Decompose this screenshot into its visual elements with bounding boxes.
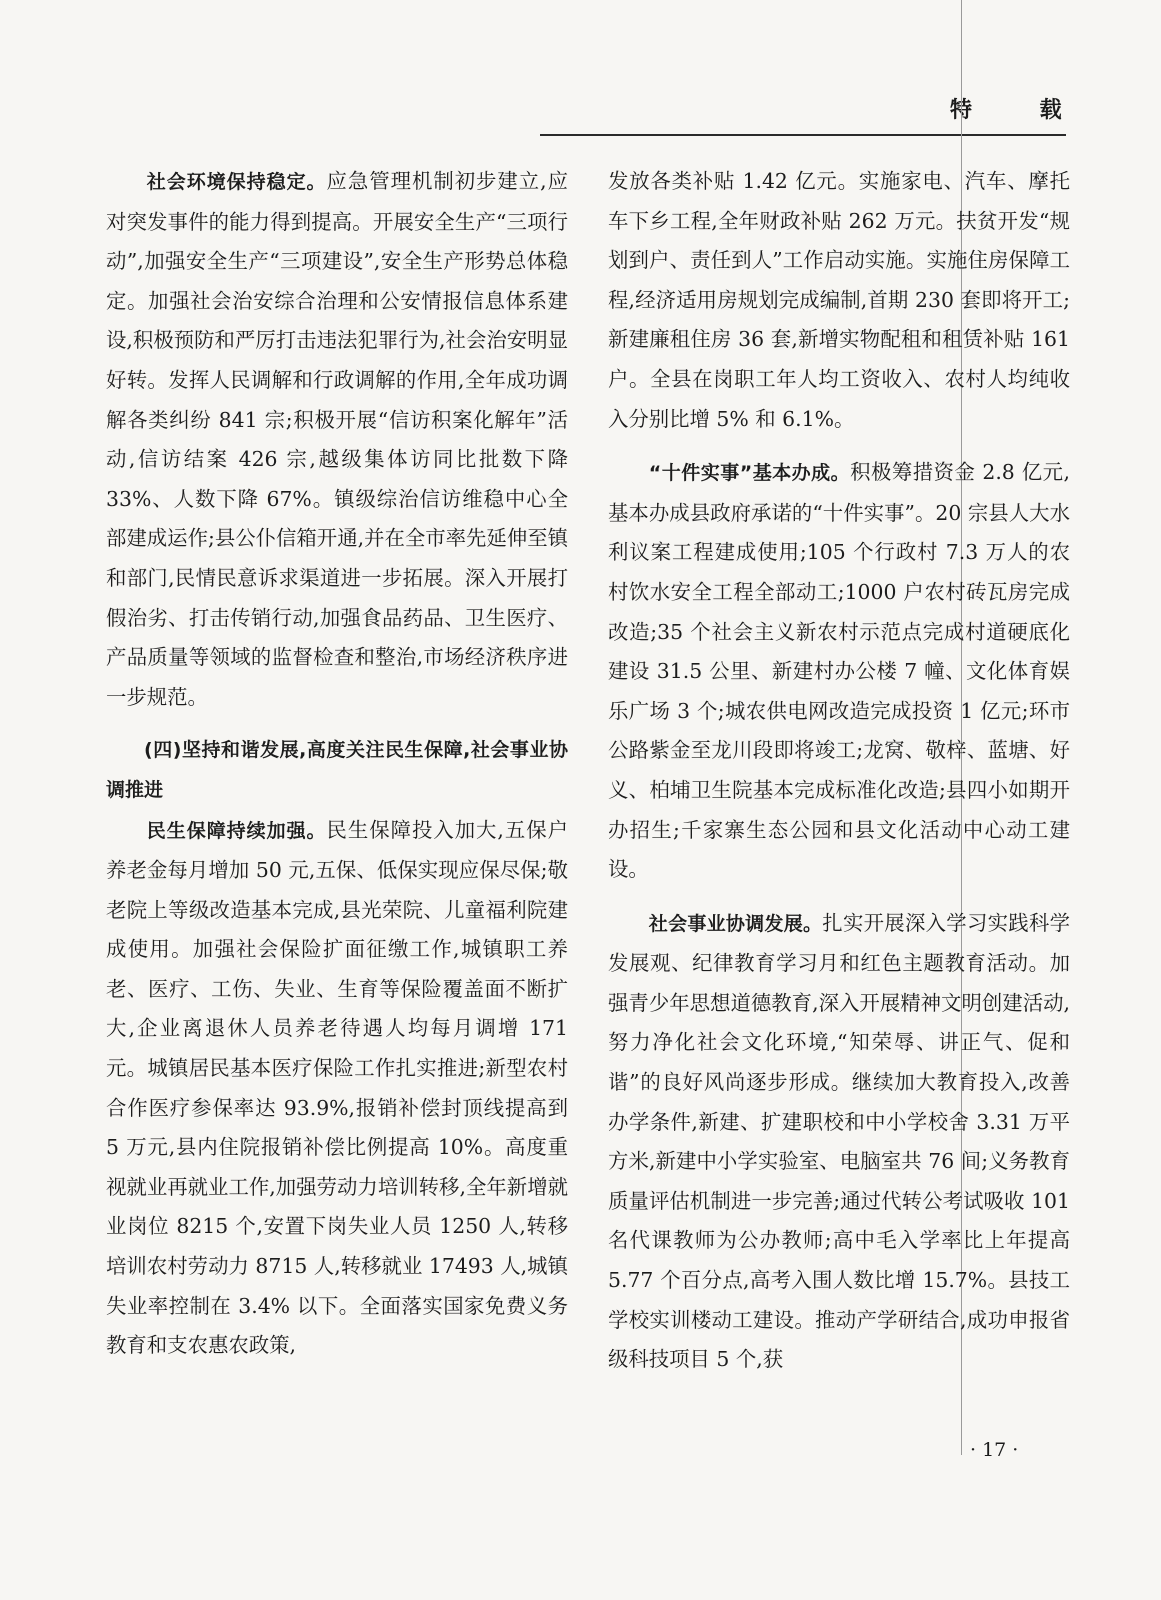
paragraph-ten-projects: [608, 453, 1070, 890]
paragraph-social-stability: [106, 162, 568, 717]
paragraph-text: 积极筹措资金 2.8 亿元,基本办成县政府承诺的“十件实事”。20 宗县人大水利议案工程建成使用;105 个行政村 7.3 万人的农村饮水安全工程全部动工;1000 户农村砖瓦房完成改造;35 个社会主义新农村示范点完成村道硬底化建设 31.5 公里、新建村办公楼 7 幢、文化体育娱乐广场 3 个;城农供电网改造完成投资 1 亿元;环市公路紫金至龙川段即将竣工;龙窝、敬梓、蓝塘、好义、柏埔卫生院基本完成标准化改造;县四小如期开办招生;千家寨生态公园和县文化活动中心动工建设。: [608, 460, 1070, 882]
page-number: · 17 ·: [970, 1439, 1019, 1461]
paragraph-lead: 社会事业协调发展。: [648, 912, 823, 935]
paragraph-lead: 社会环境保持稳定。: [146, 171, 327, 193]
section-title: 特 载: [950, 98, 1092, 123]
paragraph-livelihood: [106, 811, 568, 1366]
right-column: [608, 162, 1070, 1380]
paragraph-text: 民生保障投入加大,五保户养老金每月增加 50 元,五保、低保实现应保尽保;敬老院上等级改造基本完成,县光荣院、儿童福利院建成使用。加强社会保险扩面征缴工作,城镇职工养老、医疗、工伤、失业、生育等保险覆盖面不断扩大,企业离退休人员养老待遇人均每月调增 171 元。城镇居民基本医疗保险工作扎实推进;新型农村合作医疗参保率达 93.9%,报销补偿封顶线提高到 5 万元,县内住院报销补偿比例提高 10%。高度重视就业再就业工作,加强劳动力培训转移,全年新增就业岗位 8215 个,安置下岗失业人员 1250 人,转移培训农村劳动力 8715 人,转移就业 17493 人,城镇失业率控制在 3.4% 以下。全面落实国家免费义务教育和支农惠农政策,: [106, 817, 568, 1358]
paragraph-text: 应急管理机制初步建立,应对突发事件的能力得到提高。开展安全生产“三项行动”,加强安全生产“三项建设”,安全生产形势总体稳定。加强社会治安综合治理和公安情报信息体系建设,积极预防和严厉打击违法犯罪行为,社会治安明显好转。发挥人民调解和行政调解的作用,全年成功调解各类纠纷 841 宗;积极开展“信访积案化解年”活动,信访结案 426 宗,越级集体访同比批数下降 33%、人数下降 67%。镇级综治信访维稳中心全部建成运作;县公仆信箱开通,并在全市率先延伸至镇和部门,民情民意诉求渠道进一步拓展。深入开展打假治劣、打击传销行动,加强食品药品、卫生医疗、产品质量等领域的监督检查和整治,市场经济秩序进一步规范。: [106, 169, 568, 709]
paragraph-text: 扎实开展深入学习实践科学发展观、纪律教育学习月和红色主题教育活动。加强青少年思想道德教育,深入开展精神文明创建活动,努力净化社会文化环境,“知荣辱、讲正气、促和谐”的良好风尚逐步形成。继续加大教育投入,改善办学条件,新建、扩建职校和中小学校舍 3.31 万平方米,新建中小学实验室、电脑室共 76 间;义务教育质量评估机制进一步完善;通过代转公考试吸收 101 名代课教师为公办教师;高中毛入学率比上年提高 5.77 个百分点,高考入围人数比增 15.7%。县技工学校实训楼动工建设。推动产学研结合,成功申报省级科技项目 5 个,获: [608, 910, 1070, 1372]
paragraph-social-undertakings: [608, 904, 1070, 1380]
paragraph-lead: “十件实事”基本办成。: [648, 462, 851, 485]
left-column: [106, 162, 568, 1366]
header-rule: [540, 134, 1066, 136]
section-heading: (四)坚持和谐发展,高度关注民生保障,社会事业协调推进: [106, 739, 568, 801]
paragraph-lead: 民生保障持续加强。: [146, 819, 327, 842]
paragraph-continuation: 发放各类补贴 1.42 亿元。实施家电、汽车、摩托车下乡工程,全年财政补贴 262 万元。扶贫开发“规划到户、责任到人”工作启动实施。实施住房保障工程,经济适用房规划完成编制,首期 230 套即将开工;新建廉租住房 36 套,新增实物配租和租赁补贴 161 户。全县在岗职工年人均工资收入、农村人均纯收入分别比增 5% 和 6.1%。: [608, 169, 1070, 431]
